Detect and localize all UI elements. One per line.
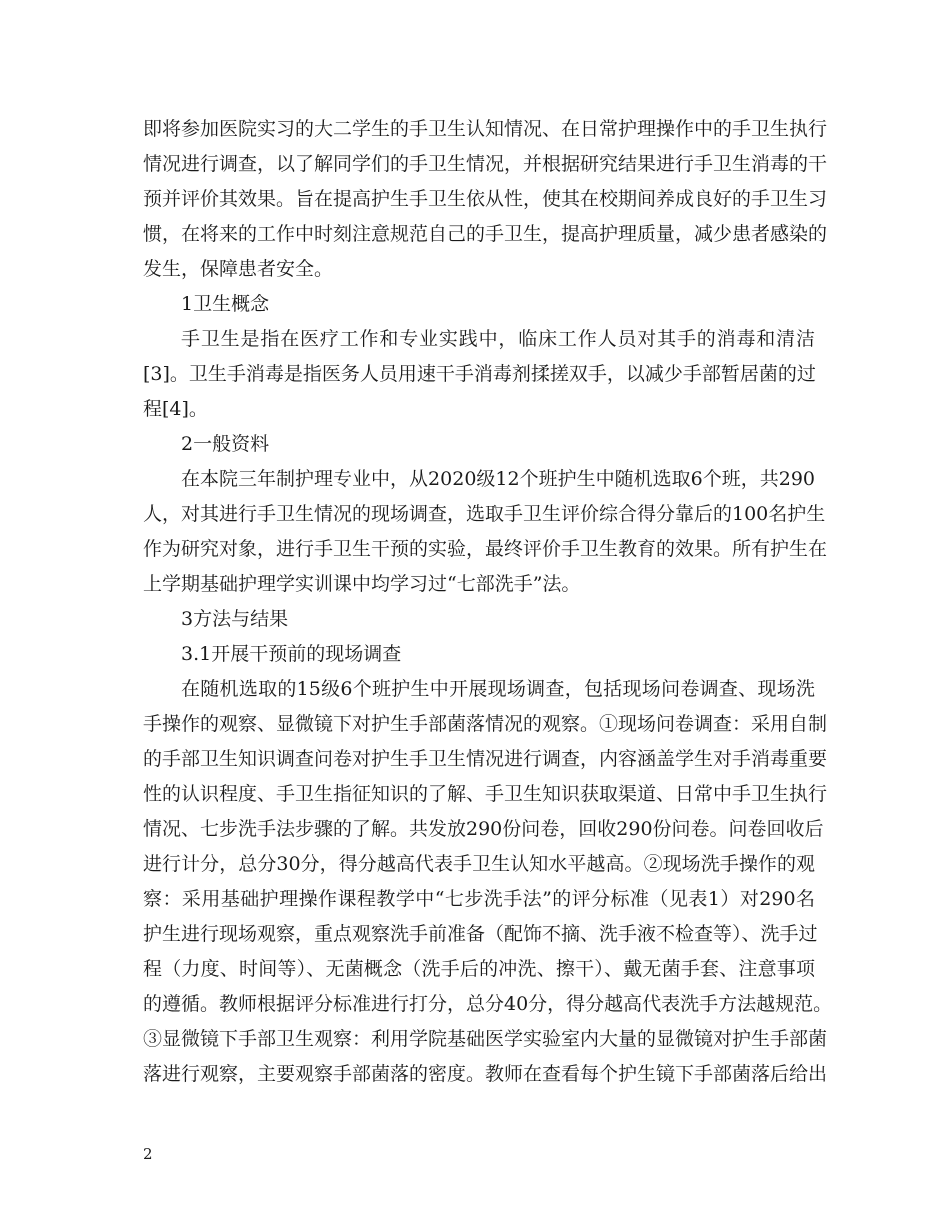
text-line: 程（力度、时间等）、无菌概念（洗手后的冲洗、擦干）、戴无菌手套、注意事项	[143, 958, 815, 980]
section-heading: 3方法与结果	[181, 608, 289, 630]
text-line: 手卫生是指在医疗工作和专业实践中，临床工作人员对其手的消毒和清洁	[181, 328, 815, 350]
text-line: 在随机选取的15级6个班护生中开展现场调查，包括现场问卷调查、现场洗	[181, 678, 815, 700]
text-line: 预并评价其效果。旨在提高护生手卫生依从性，使其在校期间养成良好的手卫生习	[143, 188, 828, 210]
text-line: 进行计分，总分30分，得分越高代表手卫生认知水平越高。②现场洗手操作的观	[143, 853, 815, 875]
page-number: 2	[143, 1145, 153, 1163]
text-line: 的遵循。教师根据评分标准进行打分，总分40分，得分越高代表洗手方法越规范。	[143, 993, 833, 1015]
text-line: [3]。卫生手消毒是指医务人员用速干手消毒剂揉搓双手，以减少手部暂居菌的过	[143, 363, 816, 385]
section-heading: 1卫生概念	[181, 293, 270, 315]
text-line: 作为研究对象，进行手卫生干预的实验，最终评价手卫生教育的效果。所有护生在	[143, 538, 828, 560]
text-line: 察：采用基础护理操作课程教学中“七步洗手法”的评分标准（见表1）对290名	[143, 888, 815, 910]
text-line: 程[4]。	[143, 398, 208, 420]
text-line: 的手部卫生知识调查问卷对护生手卫生情况进行调查，内容涵盖学生对手消毒重要	[143, 748, 828, 770]
body-text	[143, 112, 833, 1092]
text-line: 落进行观察，主要观察手部菌落的密度。教师在查看每个护生镜下手部菌落后给出	[143, 1063, 828, 1085]
text-line: 即将参加医院实习的大二学生的手卫生认知情况、在日常护理操作中的手卫生执行	[143, 118, 828, 140]
text-line: 情况进行调查，以了解同学们的手卫生情况，并根据研究结果进行手卫生消毒的干	[143, 153, 828, 175]
text-line: 情况、七步洗手法步骤的了解。共发放290份问卷，回收290份问卷。问卷回收后	[143, 818, 824, 840]
text-line: 手操作的观察、显微镜下对护生手部菌落情况的观察。①现场问卷调查：采用自制	[143, 713, 828, 735]
text-line: 发生，保障患者安全。	[143, 258, 334, 280]
text-line: 性的认识程度、手卫生指征知识的了解、手卫生知识获取渠道、日常中手卫生执行	[143, 783, 828, 805]
text-line: 在本院三年制护理专业中，从2020级12个班护生中随机选取6个班，共290	[181, 468, 815, 490]
section-heading: 2一般资料	[181, 433, 270, 455]
text-line: 惯，在将来的工作中时刻注意规范自己的手卫生，提高护理质量，减少患者感染的	[143, 223, 828, 245]
subsection-heading: 3.1开展干预前的现场调查	[181, 643, 402, 665]
text-line: ③显微镜下手部卫生观察：利用学院基础医学实验室内大量的显微镜对护生手部菌	[143, 1028, 828, 1050]
text-line: 上学期基础护理学实训课中均学习过“七部洗手”法。	[143, 573, 581, 595]
text-line: 护生进行现场观察，重点观察洗手前准备（配饰不摘、洗手液不检查等）、洗手过	[143, 923, 818, 945]
text-line: 人，对其进行手卫生情况的现场调查，选取手卫生评价综合得分靠后的100名护生	[143, 503, 826, 525]
